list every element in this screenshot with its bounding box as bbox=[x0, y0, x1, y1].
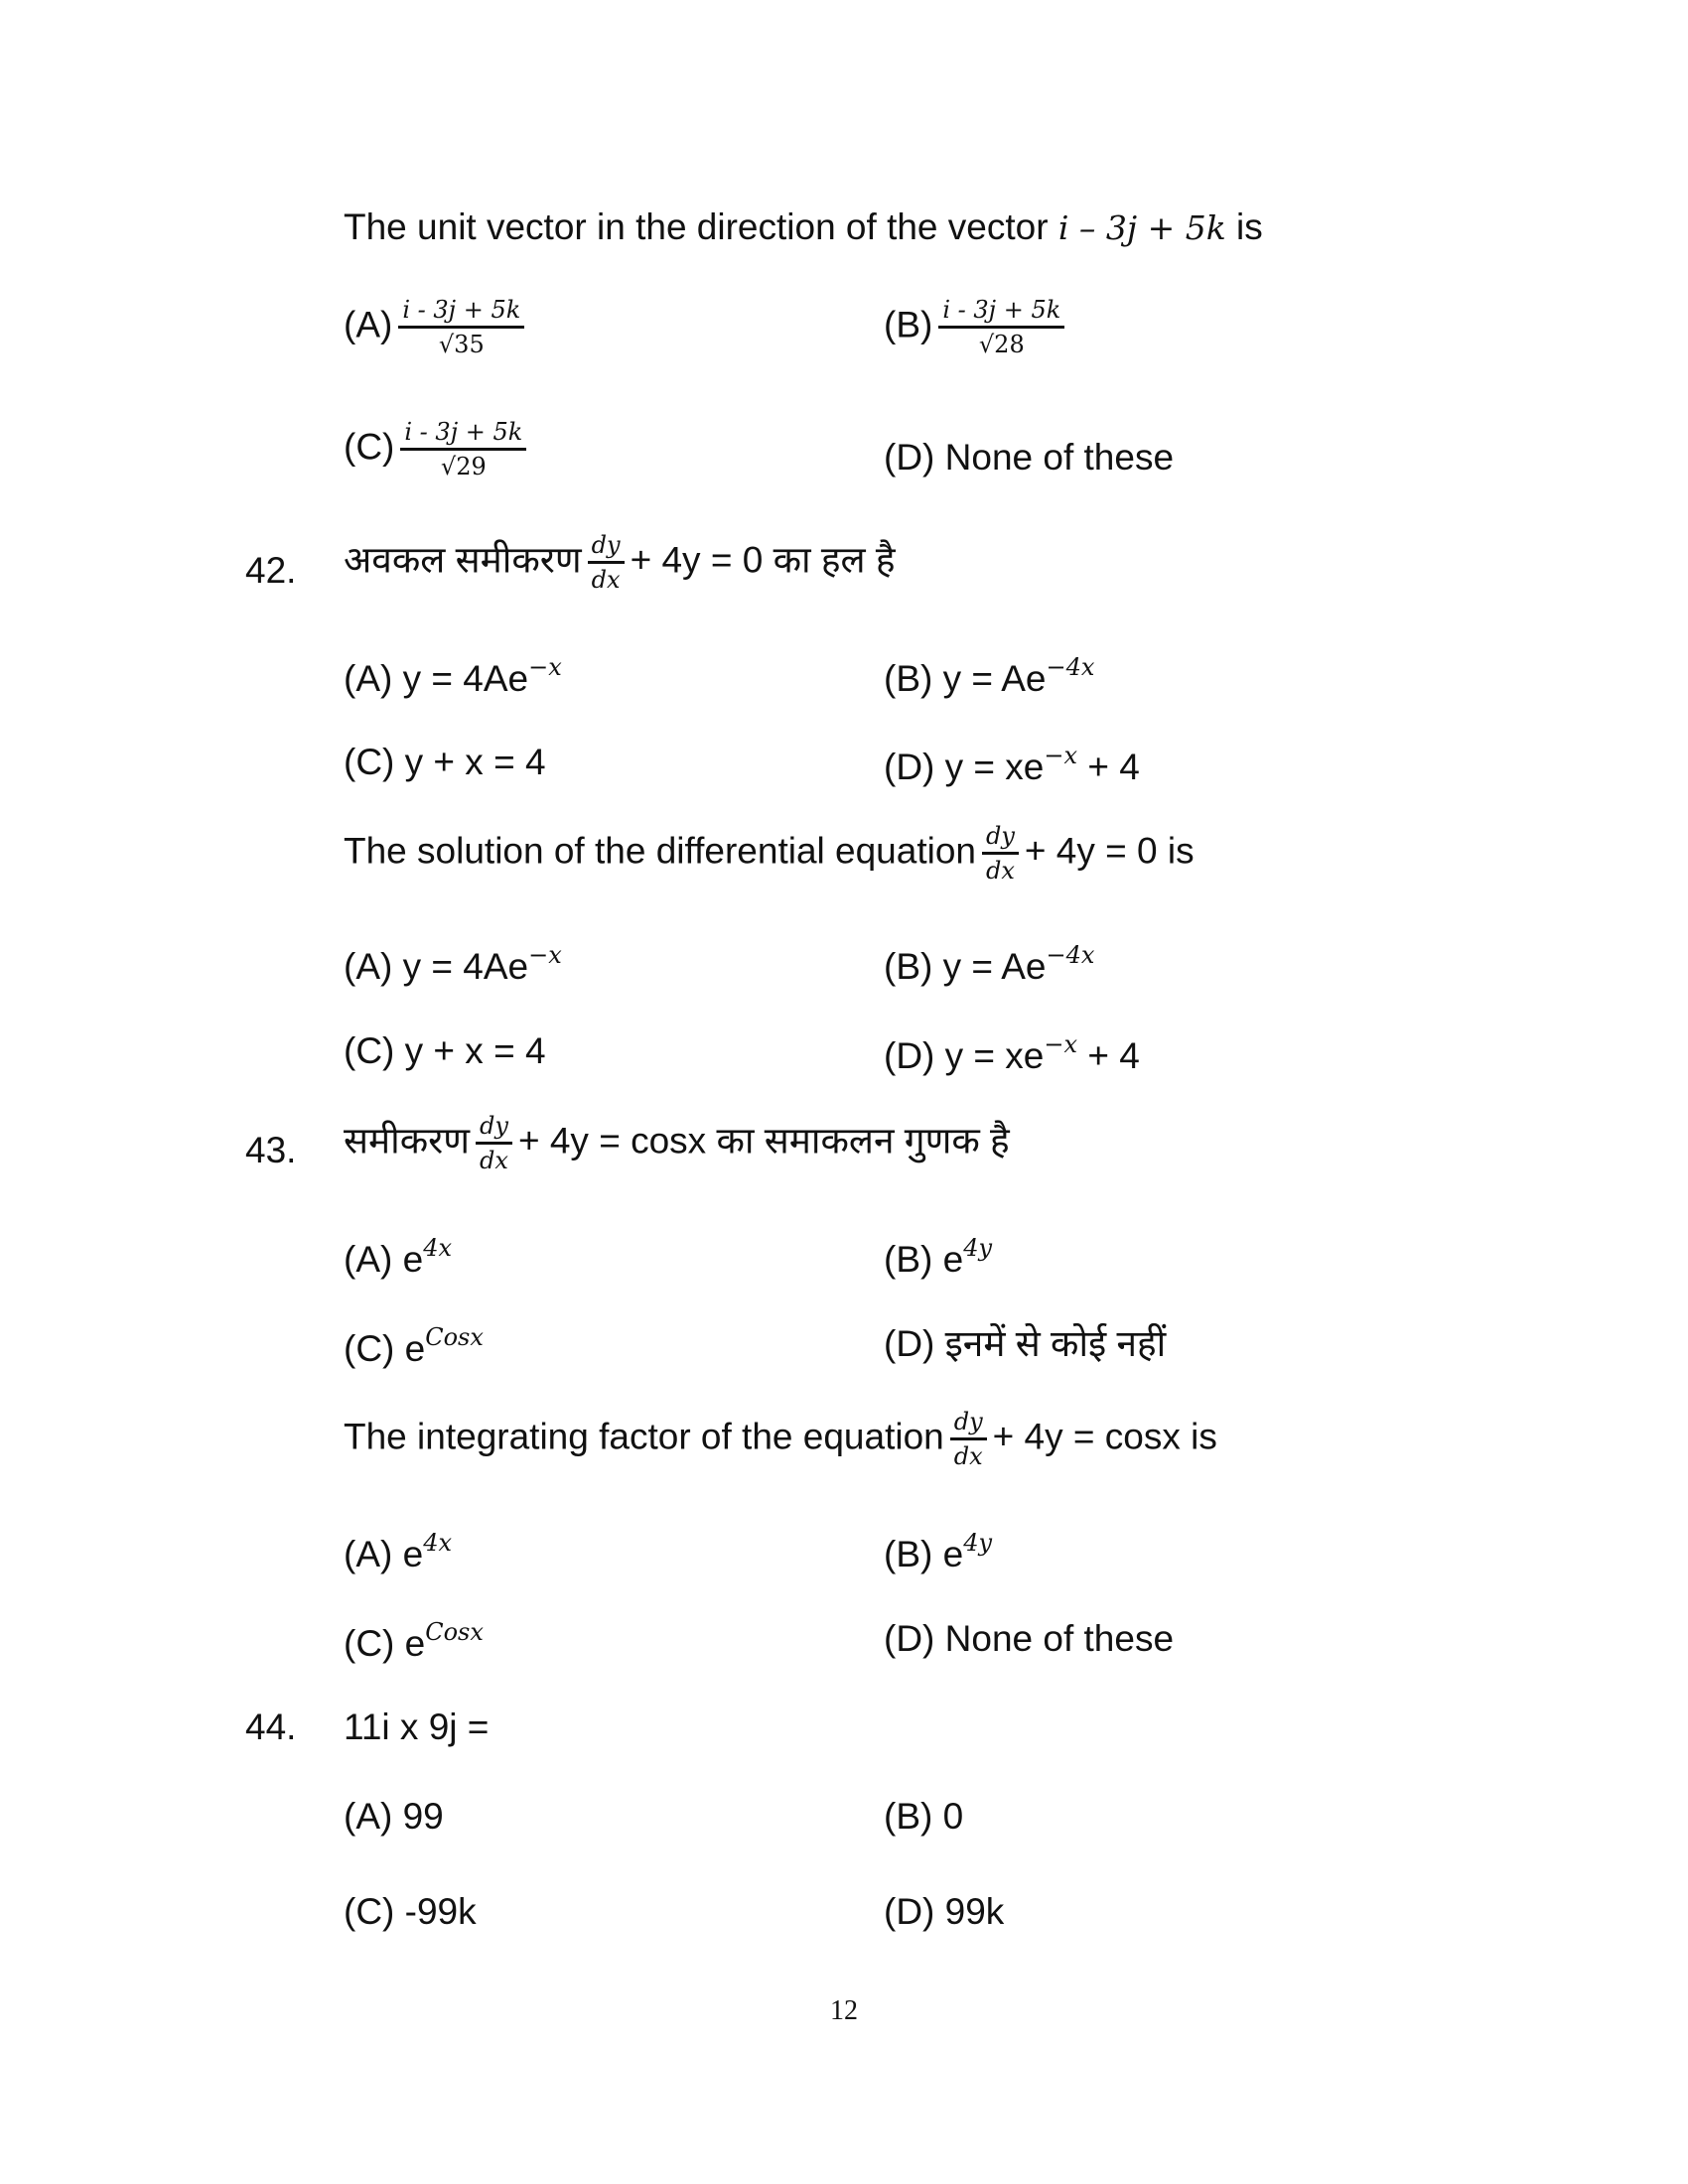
option-label: (B) bbox=[884, 304, 933, 345]
option-tail: + 4 bbox=[1087, 1035, 1140, 1076]
fraction-denominator: dx bbox=[986, 857, 1015, 885]
page-number: 12 bbox=[830, 1995, 858, 2026]
fraction-denominator: dx bbox=[480, 1147, 508, 1174]
q41-stem bbox=[344, 208, 1263, 245]
option-label: (A) bbox=[344, 304, 393, 345]
superscript: Cosx bbox=[425, 1323, 484, 1351]
q43-hindi-stem bbox=[344, 1114, 1010, 1172]
option-text: (D) y = xe bbox=[884, 747, 1045, 787]
stem-text: समीकरण bbox=[344, 1120, 471, 1161]
q43-en-option-a bbox=[344, 1531, 452, 1572]
q41-vector: i – 3j + 5k bbox=[1057, 208, 1226, 247]
fraction-numerator: i - 3j + 5k bbox=[398, 298, 524, 329]
q42-hi-option-b bbox=[884, 655, 1094, 697]
q42-en-option-a bbox=[344, 943, 562, 985]
q41-stem-text: The unit vector in the direction of the vector bbox=[344, 206, 1049, 247]
superscript: −x bbox=[528, 653, 562, 681]
fraction-denominator: √28 bbox=[978, 331, 1025, 358]
fraction-numerator: dy bbox=[476, 1114, 512, 1145]
q41-option-b bbox=[884, 298, 1070, 356]
q42-hi-option-d bbox=[884, 744, 1140, 785]
equation: + 4y = cosx bbox=[992, 1416, 1181, 1457]
option-text: (D) y = xe bbox=[884, 1035, 1045, 1076]
q41-option-a bbox=[344, 298, 530, 356]
superscript: −4x bbox=[1046, 653, 1095, 681]
stem-end: का समाकलन गुणक है bbox=[716, 1120, 1010, 1161]
option-label: (C) bbox=[344, 426, 395, 468]
superscript: −x bbox=[1044, 742, 1078, 769]
fraction-denominator: √35 bbox=[438, 331, 485, 358]
superscript: Cosx bbox=[425, 1618, 484, 1646]
stem-text: The integrating factor of the equation bbox=[344, 1416, 944, 1457]
stem-end: is bbox=[1167, 830, 1195, 872]
option-tail: + 4 bbox=[1087, 747, 1140, 787]
equation: + 4y = 0 bbox=[630, 539, 764, 581]
fraction-denominator: dx bbox=[591, 566, 621, 594]
q44-option-c: (C) -99k bbox=[344, 1891, 477, 1932]
fraction-numerator: dy bbox=[950, 1410, 987, 1440]
equation: + 4y = cosx bbox=[517, 1120, 707, 1161]
stem-text: The solution of the differential equation bbox=[344, 830, 976, 872]
fraction-denominator: √29 bbox=[440, 453, 487, 480]
q43-en-option-d bbox=[884, 1620, 1174, 1657]
q44-number: 44. bbox=[245, 1706, 297, 1747]
superscript: 4x bbox=[423, 1529, 452, 1557]
fraction-numerator: i - 3j + 5k bbox=[938, 298, 1064, 329]
superscript: 4x bbox=[423, 1234, 452, 1262]
option-text: (B) e bbox=[884, 1534, 964, 1574]
q42-number: 42. bbox=[245, 550, 297, 591]
superscript: −x bbox=[1044, 1030, 1078, 1058]
q42-hindi-stem bbox=[344, 533, 896, 592]
superscript: −x bbox=[528, 941, 562, 969]
q42-en-option-d bbox=[884, 1032, 1140, 1074]
q42-en-option-b bbox=[884, 943, 1094, 985]
q43-english-stem bbox=[344, 1410, 1217, 1468]
stem-text: अवकल समीकरण bbox=[344, 539, 582, 581]
stem-end: is bbox=[1191, 1416, 1217, 1457]
q43-en-option-c bbox=[344, 1620, 484, 1662]
option-text: (B) y = Ae bbox=[884, 946, 1047, 987]
option-text: (B) y = Ae bbox=[884, 658, 1047, 699]
q41-stem-end: is bbox=[1236, 206, 1263, 247]
fraction-denominator: dx bbox=[953, 1442, 983, 1470]
fraction-numerator: dy bbox=[982, 824, 1019, 855]
q44-stem: 11i x 9j = bbox=[344, 1706, 490, 1747]
q44-option-a: (A) 99 bbox=[344, 1796, 444, 1837]
q42-en-option-c bbox=[344, 1032, 546, 1069]
option-text: (A) e bbox=[344, 1534, 424, 1574]
q41-option-d bbox=[884, 439, 1174, 476]
q42-english-stem bbox=[344, 824, 1195, 883]
option-label: (D) bbox=[884, 437, 935, 478]
q43-hi-option-c bbox=[344, 1325, 484, 1367]
option-text: (C) e bbox=[344, 1623, 426, 1664]
q43-hi-option-a bbox=[344, 1236, 452, 1278]
option-text: (A) y = 4Ae bbox=[344, 946, 529, 987]
q43-en-option-b bbox=[884, 1531, 992, 1572]
q43-hi-option-d bbox=[884, 1325, 1166, 1362]
q43-number: 43. bbox=[245, 1130, 297, 1170]
fraction-numerator: i - 3j + 5k bbox=[400, 420, 526, 451]
option-text: (D) इनमें से कोई नहीं bbox=[884, 1323, 1167, 1364]
option-text: (D) None of these bbox=[884, 1618, 1175, 1659]
q44-option-d: (D) 99k bbox=[884, 1891, 1005, 1932]
option-text: (B) e bbox=[884, 1239, 964, 1280]
superscript: −4x bbox=[1046, 941, 1095, 969]
q41-option-c bbox=[344, 420, 532, 478]
option-text: (C) y + x = 4 bbox=[344, 742, 546, 782]
fraction-numerator: dy bbox=[588, 533, 625, 564]
option-text: (C) e bbox=[344, 1328, 426, 1369]
stem-end: का हल है bbox=[773, 539, 896, 581]
q42-hi-option-a bbox=[344, 655, 562, 697]
q43-hi-option-b bbox=[884, 1236, 992, 1278]
option-text: (A) y = 4Ae bbox=[344, 658, 529, 699]
q44-option-b: (B) 0 bbox=[884, 1796, 964, 1837]
superscript: 4y bbox=[963, 1234, 993, 1262]
superscript: 4y bbox=[963, 1529, 993, 1557]
equation: + 4y = 0 bbox=[1024, 830, 1158, 872]
q42-hi-option-c bbox=[344, 744, 546, 780]
option-text: None of these bbox=[944, 437, 1175, 478]
option-text: (A) e bbox=[344, 1239, 424, 1280]
option-text: (C) y + x = 4 bbox=[344, 1030, 546, 1071]
